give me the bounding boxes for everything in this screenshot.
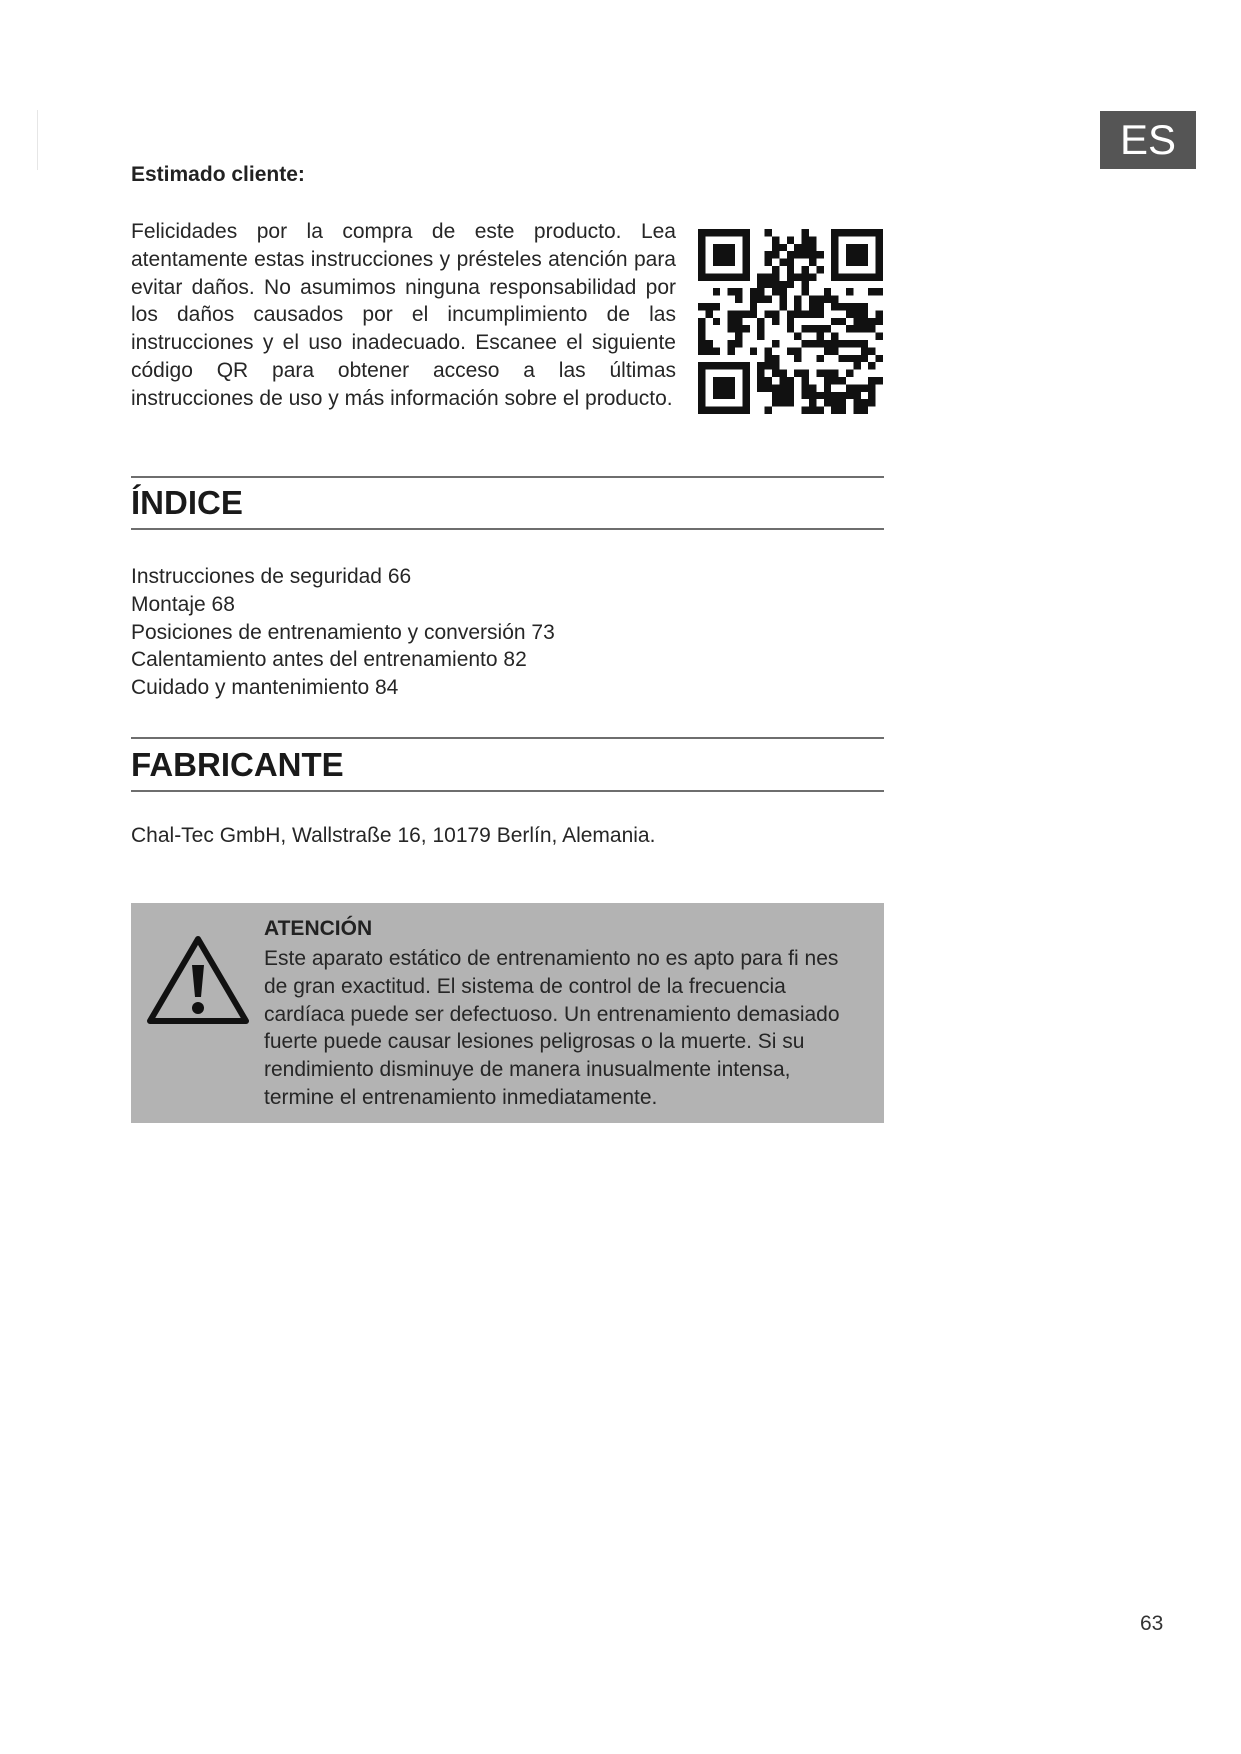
index-rule-top <box>131 476 884 478</box>
index-item: Montaje 68 <box>131 592 235 616</box>
qr-code-icon[interactable] <box>698 229 883 414</box>
warning-text: Este aparato estático de entrenamiento no es apto para fi nes de gran exactitud. El sistema de control de la frecuencia cardíaca puede ser defectuoso. Un entrenamiento demasiado fuerte puede causar lesiones peligrosas o la muerte. Si su rendimiento disminuye de manera inusualmente intensa, termine el entrenamiento inmediatamente. <box>264 947 840 1109</box>
index-rule-bottom <box>131 528 884 530</box>
index-list <box>131 563 555 702</box>
page-number: 63 <box>1140 1612 1164 1635</box>
index-item: Instrucciones de seguridad 66 <box>131 565 412 588</box>
greeting: Estimado cliente: <box>131 163 305 186</box>
index-title: ÍNDICE <box>131 484 243 521</box>
manufacturer-address: Chal-Tec GmbH, Wallstraße 16, 10179 Berlín, Alemania. <box>131 824 656 847</box>
index-item: Calentamiento antes del entrenamiento 82 <box>131 648 527 672</box>
warning-box <box>131 903 884 1123</box>
manufacturer-rule-top <box>131 737 884 739</box>
margin-line <box>37 110 38 170</box>
manufacturer-title: FABRICANTE <box>131 746 344 783</box>
index-item: Cuidado y mantenimiento 84 <box>131 676 399 700</box>
intro-text: Felicidades por la compra de este producto. Lea atentamente estas instrucciones y présteles atención para evitar daños. No asumimos ninguna responsabilidad por los daños causados por el incumplimiento de las instrucciones y el uso inadecuado. Escanee el siguiente código QR para obtener acceso a las últimas instrucciones de uso y más información sobre el producto. <box>131 220 676 410</box>
warning-triangle-icon <box>145 933 251 1027</box>
index-item: Posiciones de entrenamiento y conversión 73 <box>131 620 555 644</box>
manufacturer-rule-bottom <box>131 790 884 792</box>
warning-title: ATENCIÓN <box>264 917 373 940</box>
language-tab: ES <box>1100 111 1196 169</box>
